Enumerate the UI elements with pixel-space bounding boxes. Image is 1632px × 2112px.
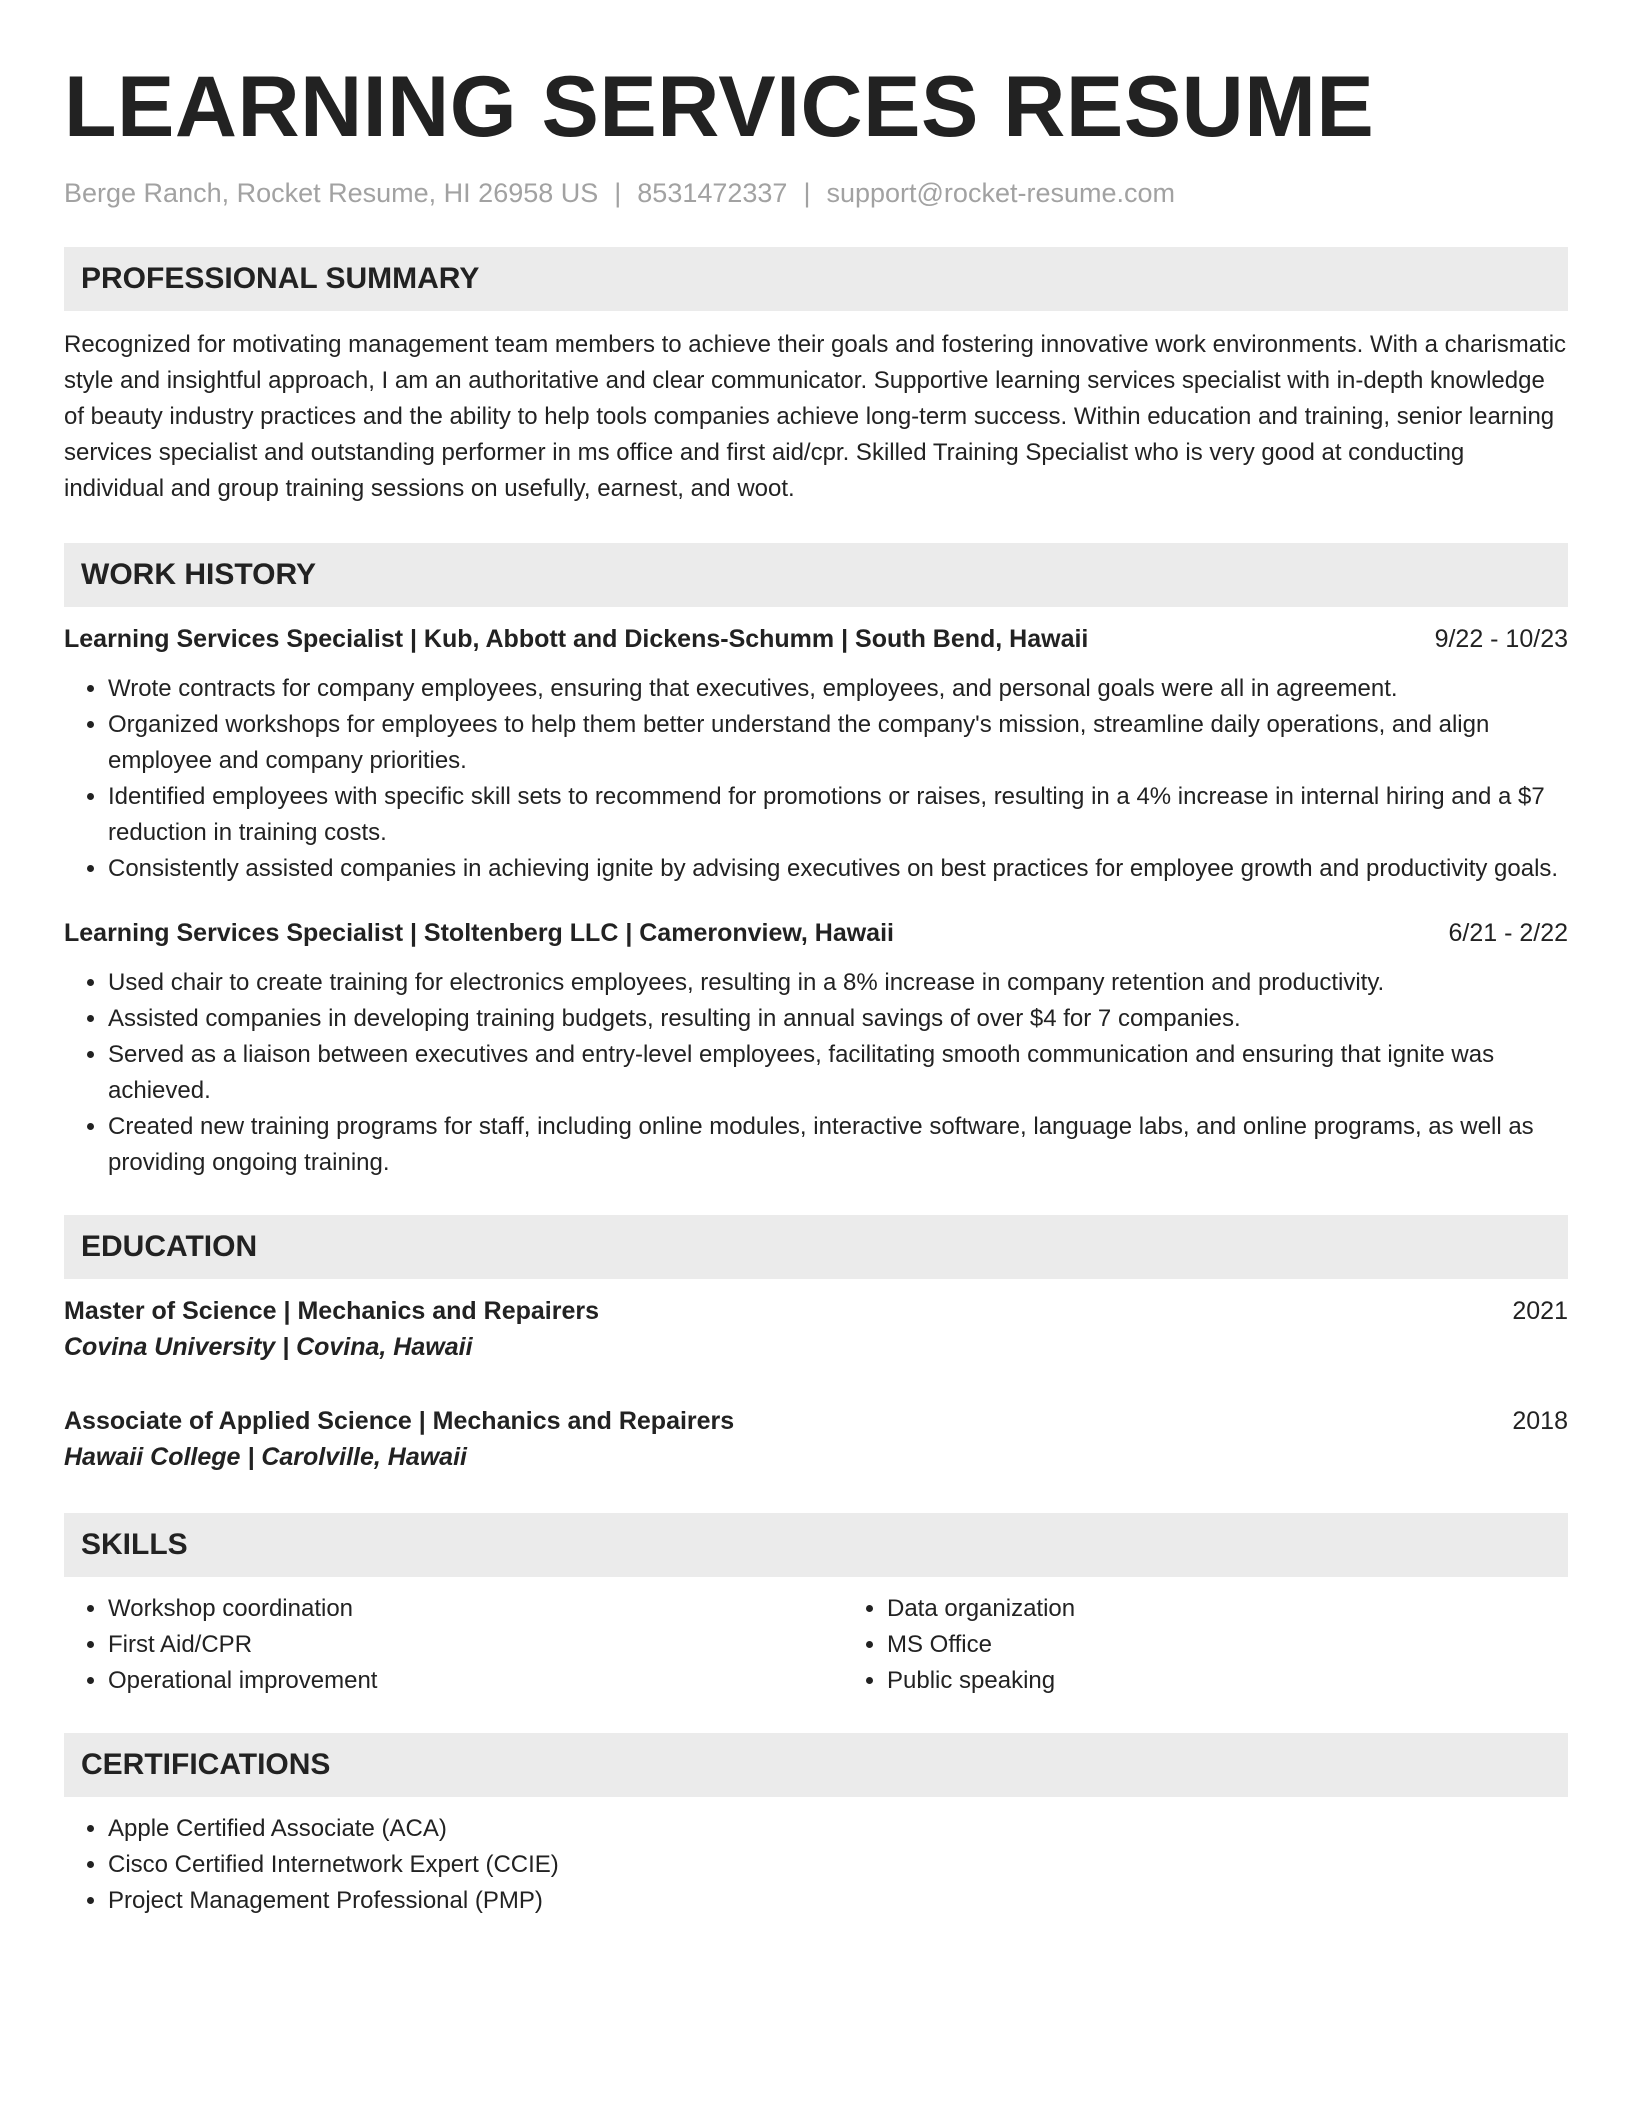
- job-bullet: • Consistently assisted companies in achieving ignite by advising executives on best practices for employee growth and productivity goals.: [108, 851, 1568, 887]
- skills-heading: SKILLS: [64, 1513, 1568, 1577]
- skill-item: • First Aid/CPR: [108, 1627, 843, 1663]
- job-bullets: [64, 965, 1568, 1181]
- education-header: [64, 1403, 1568, 1439]
- job-bullet: • Used chair to create training for electronics employees, resulting in a 8% increase in company retention and productivity.: [108, 965, 1568, 1001]
- skills-grid: [64, 1591, 1568, 1699]
- education-year: 2021: [1512, 1297, 1568, 1325]
- education-entry: [64, 1293, 1568, 1365]
- certification-item: • Cisco Certified Internetwork Expert (CCIE): [108, 1847, 1568, 1883]
- contact-address: Berge Ranch, Rocket Resume, HI 26958 US: [64, 178, 599, 208]
- work-history-heading: WORK HISTORY: [64, 543, 1568, 607]
- education-degree: Associate of Applied Science | Mechanics and Repairers: [64, 1407, 735, 1435]
- summary-heading: PROFESSIONAL SUMMARY: [64, 247, 1568, 311]
- education-school: Hawaii College | Carolville, Hawaii: [64, 1443, 467, 1471]
- job-dates: 9/22 - 10/23: [1434, 625, 1568, 653]
- contact-separator: |: [803, 178, 811, 208]
- job-header: [64, 621, 1568, 657]
- job-bullet: • Organized workshops for employees to help them better understand the company's mission, streamline daily operations, and align employee and company priorities.: [108, 707, 1568, 779]
- job-bullet: • Wrote contracts for company employees, ensuring that executives, employees, and personal goals were all in agreement.: [108, 671, 1568, 707]
- job-title: Learning Services Specialist | Kub, Abbott and Dickens-Schumm | South Bend, Hawaii: [64, 625, 1089, 653]
- resume-title: LEARNING SERVICES RESUME: [64, 59, 1375, 155]
- education-heading: EDUCATION: [64, 1215, 1568, 1279]
- contact-line: [64, 178, 1568, 209]
- skill-item: • Data organization: [887, 1591, 1622, 1627]
- skills-list-left: [64, 1591, 843, 1699]
- contact-phone: 8531472337: [637, 178, 788, 208]
- job-bullet: • Created new training programs for staff, including online modules, interactive software, language labs, and online programs, as well as providing ongoing training.: [108, 1109, 1568, 1181]
- job-title: Learning Services Specialist | Stoltenberg LLC | Cameronview, Hawaii: [64, 919, 894, 947]
- job-bullet: • Assisted companies in developing training budgets, resulting in annual savings of over $4 for 7 companies.: [108, 1001, 1568, 1037]
- job-entry: [64, 915, 1568, 1181]
- job-bullet: • Served as a liaison between executives and entry-level employees, facilitating smooth communication and ensuring that ignite was achieved.: [108, 1037, 1568, 1109]
- education-degree: Master of Science | Mechanics and Repairers: [64, 1297, 599, 1325]
- job-dates: 6/21 - 2/22: [1448, 919, 1568, 947]
- education-entry: [64, 1403, 1568, 1475]
- skill-item: • MS Office: [887, 1627, 1622, 1663]
- certifications-heading: CERTIFICATIONS: [64, 1733, 1568, 1797]
- skill-item: • Public speaking: [887, 1663, 1622, 1699]
- education-header: [64, 1293, 1568, 1329]
- certification-item: • Apple Certified Associate (ACA): [108, 1811, 1568, 1847]
- contact-separator: |: [614, 178, 622, 208]
- job-header: [64, 915, 1568, 951]
- job-bullets: [64, 671, 1568, 887]
- skill-item: • Workshop coordination: [108, 1591, 843, 1627]
- skills-list-right: [843, 1591, 1622, 1699]
- contact-email: support@rocket-resume.com: [826, 178, 1175, 208]
- job-bullet: • Identified employees with specific skill sets to recommend for promotions or raises, resulting in a 4% increase in internal hiring and a $7 reduction in training costs.: [108, 779, 1568, 851]
- job-entry: [64, 621, 1568, 887]
- certifications-list: [64, 1811, 1568, 1919]
- summary-text: Recognized for motivating management team members to achieve their goals and fostering innovative work environments. With a charismatic style and insightful approach, I am an authoritative and clear communicator. Supportive learning services specialist with in-depth knowledge of beauty industry practices and the ability to help tools companies achieve long-term success. Within education and training, senior learning services specialist and outstanding performer in ms office and first aid/cpr. Skilled Training Specialist who is very good at conducting individual and group training sessions on usefully, earnest, and woot.: [64, 331, 1567, 502]
- certification-item: • Project Management Professional (PMP): [108, 1883, 1568, 1919]
- education-school: Covina University | Covina, Hawaii: [64, 1333, 473, 1361]
- skill-item: • Operational improvement: [108, 1663, 843, 1699]
- education-year: 2018: [1512, 1407, 1568, 1435]
